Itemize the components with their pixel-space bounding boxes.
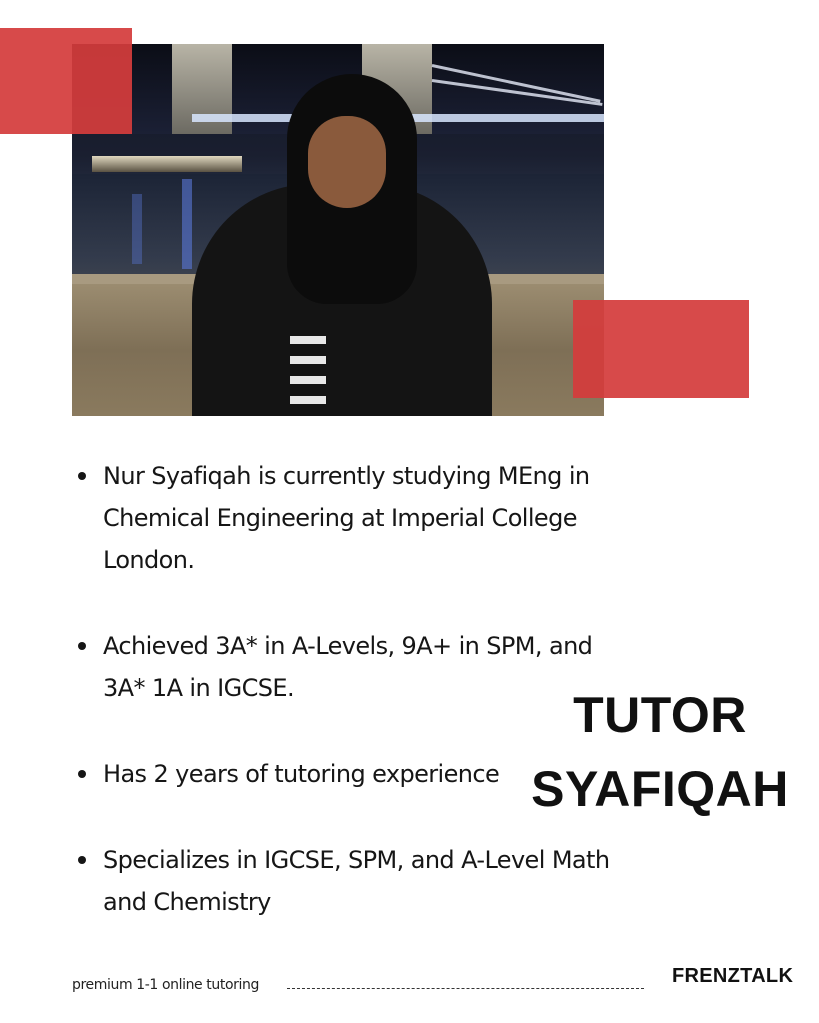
bullet-text: Has 2 years of tutoring experience [103,760,500,788]
photo-person-face [308,116,386,208]
accent-block-right [573,300,749,398]
tutor-photo [72,44,604,416]
brand-name: FRENZTALK [672,965,794,987]
title-line-1: TUTOR [573,687,747,743]
bullet-dot-icon [78,642,86,650]
footer-tagline: premium 1-1 online tutoring [72,977,259,993]
photo-boat [92,156,242,172]
bullet-dot-icon [78,770,86,778]
bullet-text: Achieved 3A* in A-Levels, 9A+ in SPM, and 3A* 1A in IGCSE. [103,632,593,702]
footer-divider [287,988,644,989]
bullet-dot-icon [78,472,86,480]
photo-scarf-stripe [290,356,326,364]
photo-scarf-stripe [290,396,326,404]
photo-scarf-stripe [290,376,326,384]
accent-block-top-left [0,28,132,134]
list-item [78,455,638,581]
page-title [530,678,790,826]
bullet-text: Nur Syafiqah is currently studying MEng in Chemical Engineering at Imperial College London. [103,462,590,574]
bullet-dot-icon [78,856,86,864]
title-line-2: SYAFIQAH [531,761,789,817]
photo-light-reflection [182,179,192,269]
bullet-text: Specializes in IGCSE, SPM, and A-Level Math and Chemistry [103,846,610,916]
photo-scarf-stripe [290,336,326,344]
photo-light-reflection [132,194,142,264]
list-item [78,839,638,923]
